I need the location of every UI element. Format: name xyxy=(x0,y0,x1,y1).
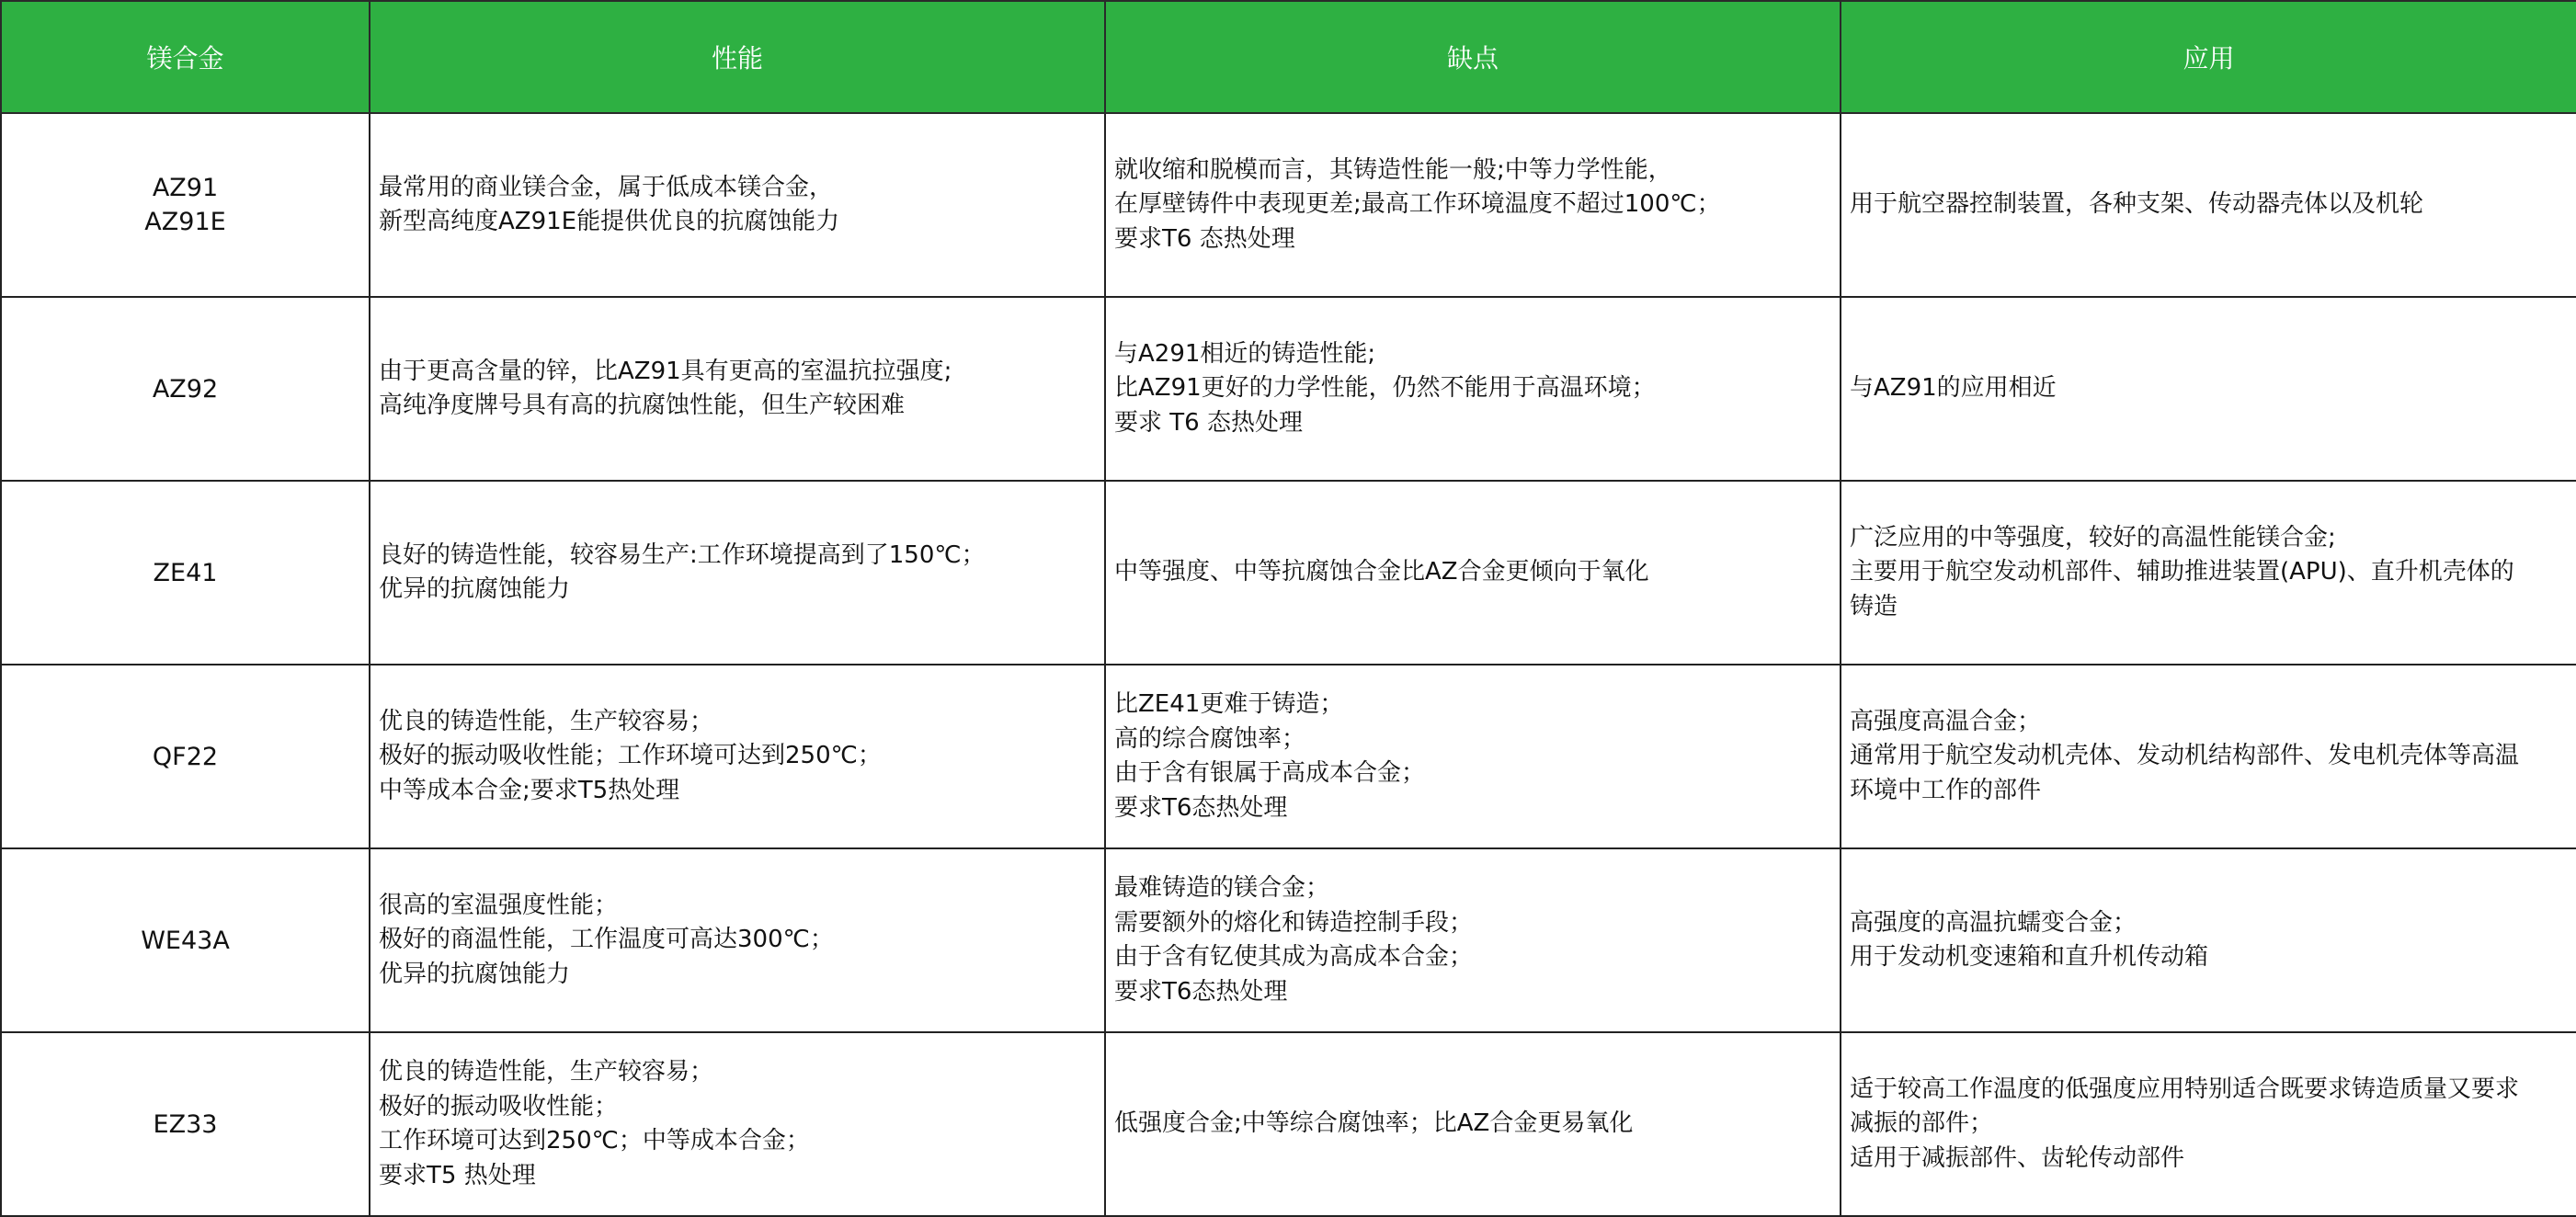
table-row xyxy=(1,113,2576,297)
performance-cell xyxy=(370,665,1105,848)
performance-cell xyxy=(370,297,1105,481)
alloy-text-line: WE43A xyxy=(141,926,230,955)
alloy-cell xyxy=(1,848,370,1032)
alloy-text-line: QF22 xyxy=(152,742,219,771)
header-row xyxy=(1,1,2576,113)
drawbacks-text-line: 比ZE41更难于铸造； xyxy=(1114,690,1344,718)
header-performance: 性能 xyxy=(370,1,1105,113)
applications-cell xyxy=(1841,481,2576,665)
table-row xyxy=(1,297,2576,481)
drawbacks-text-line: 要求T6态热处理 xyxy=(1114,793,1288,822)
drawbacks-text-line: 低强度合金;中等综合腐蚀率；比AZ合金更易氧化 xyxy=(1114,1109,1634,1138)
performance-text-line: 最常用的商业镁合金，属于低成本镁合金， xyxy=(379,173,834,201)
applications-cell xyxy=(1841,1032,2576,1216)
drawbacks-text-line: 比AZ91更好的力学性能，仍然不能用于高温环境； xyxy=(1114,374,1656,403)
alloy-text-line: AZ91 xyxy=(152,174,219,202)
applications-text-line: 通常用于航空发动机壳体、发动机结构部件、发电机壳体等高温 xyxy=(1850,742,2520,770)
performance-text-line: 优良的铸造性能，生产较容易； xyxy=(379,1058,714,1086)
performance-text-line: 极好的振动吸收性能；工作环境可达到250℃； xyxy=(379,742,882,770)
performance-cell xyxy=(370,481,1105,665)
drawbacks-cell xyxy=(1105,665,1841,848)
applications-text-line: 用于发动机变速箱和直升机传动箱 xyxy=(1850,943,2209,971)
drawbacks-text-line: 要求T6态热处理 xyxy=(1114,977,1288,1006)
applications-text-line: 高强度高温合金； xyxy=(1850,707,2042,735)
drawbacks-cell xyxy=(1105,297,1841,481)
performance-text-line: 工作环境可达到250℃；中等成本合金； xyxy=(379,1127,810,1154)
drawbacks-cell xyxy=(1105,848,1841,1032)
table-row xyxy=(1,1032,2576,1216)
performance-cell xyxy=(370,848,1105,1032)
applications-text-line: 适用于减振部件、齿轮传动部件 xyxy=(1850,1143,2185,1172)
performance-text-line: 优异的抗腐蚀能力 xyxy=(379,960,571,988)
applications-text-line: 减振的部件； xyxy=(1850,1109,1994,1138)
applications-cell xyxy=(1841,848,2576,1032)
drawbacks-text-line: 与A291相近的铸造性能; xyxy=(1114,339,1376,368)
applications-text-line: 广泛应用的中等强度，较好的高温性能镁合金; xyxy=(1850,523,2336,552)
performance-text-line: 极好的商温性能，工作温度可高达300℃； xyxy=(379,926,834,954)
applications-cell xyxy=(1841,297,2576,481)
drawbacks-text-line: 由于含有银属于高成本合金； xyxy=(1114,759,1426,787)
performance-text-line: 优异的抗腐蚀能力 xyxy=(379,575,571,603)
performance-cell xyxy=(370,113,1105,297)
alloy-cell xyxy=(1,665,370,848)
applications-text-line: 适于较高工作温度的低强度应用特别适合既要求铸造质量又要求 xyxy=(1850,1075,2520,1103)
drawbacks-text-line: 中等强度、中等抗腐蚀合金比AZ合金更倾向于氧化 xyxy=(1114,558,1649,586)
performance-text-line: 要求T5 热处理 xyxy=(379,1161,536,1189)
applications-text-line: 环境中工作的部件 xyxy=(1850,776,2042,804)
drawbacks-text-line: 高的综合腐蚀率； xyxy=(1114,724,1306,753)
drawbacks-text-line: 最难铸造的镁合金； xyxy=(1114,874,1330,902)
applications-text-line: 主要用于航空发动机部件、辅助推进装置(APU)、直升机壳体的 xyxy=(1850,558,2514,586)
performance-text-line: 新型高纯度AZ91E能提供优良的抗腐蚀能力 xyxy=(379,208,840,235)
performance-text-line: 良好的铸造性能，较容易生产:工作环境提高到了150℃； xyxy=(379,540,986,569)
applications-text-line: 与AZ91的应用相近 xyxy=(1850,374,2057,403)
applications-text-line: 铸造 xyxy=(1850,592,1898,620)
alloy-cell xyxy=(1,297,370,481)
performance-text-line: 由于更高含量的锌，比AZ91具有更高的室温抗拉强度; xyxy=(379,357,952,385)
table-row xyxy=(1,665,2576,848)
drawbacks-text-line: 要求 T6 态热处理 xyxy=(1114,408,1303,437)
drawbacks-cell xyxy=(1105,113,1841,297)
alloy-cell xyxy=(1,481,370,665)
alloy-text-line: AZ91E xyxy=(144,208,226,236)
drawbacks-cell xyxy=(1105,1032,1841,1216)
drawbacks-text-line: 在厚壁铸件中表现更差;最高工作环境温度不超过100℃； xyxy=(1114,190,1721,219)
table-header xyxy=(1,1,2576,113)
applications-text-line: 用于航空器控制装置，各种支架、传动器壳体以及机轮 xyxy=(1850,190,2424,219)
table-row xyxy=(1,848,2576,1032)
alloy-cell xyxy=(1,113,370,297)
alloy-cell xyxy=(1,1032,370,1216)
alloy-text-line: EZ33 xyxy=(153,1109,218,1139)
header-drawbacks: 缺点 xyxy=(1105,1,1841,113)
table-body xyxy=(1,113,2576,1216)
performance-text-line: 极好的振动吸收性能； xyxy=(379,1092,619,1120)
alloy-text-line: ZE41 xyxy=(153,558,218,587)
performance-cell xyxy=(370,1032,1105,1216)
drawbacks-text-line: 就收缩和脱模而言，其铸造性能一般;中等力学性能， xyxy=(1114,155,1672,184)
performance-text-line: 高纯净度牌号具有高的抗腐蚀性能，但生产较困难 xyxy=(379,392,906,419)
performance-text-line: 中等成本合金;要求T5热处理 xyxy=(379,776,680,804)
drawbacks-cell xyxy=(1105,481,1841,665)
performance-text-line: 很高的室温强度性能； xyxy=(379,891,619,919)
header-applications: 应用 xyxy=(1841,1,2576,113)
performance-text-line: 优良的铸造性能，生产较容易； xyxy=(379,707,714,735)
applications-text-line: 高强度的高温抗蠕变合金； xyxy=(1850,908,2137,937)
drawbacks-text-line: 由于含有钇使其成为高成本合金； xyxy=(1114,943,1474,971)
table-row xyxy=(1,481,2576,665)
applications-cell xyxy=(1841,113,2576,297)
header-alloy: 镁合金 xyxy=(1,1,370,113)
drawbacks-text-line: 需要额外的熔化和铸造控制手段； xyxy=(1114,908,1474,937)
applications-cell xyxy=(1841,665,2576,848)
alloy-text-line: AZ92 xyxy=(152,374,219,404)
drawbacks-text-line: 要求T6 态热处理 xyxy=(1114,224,1295,253)
